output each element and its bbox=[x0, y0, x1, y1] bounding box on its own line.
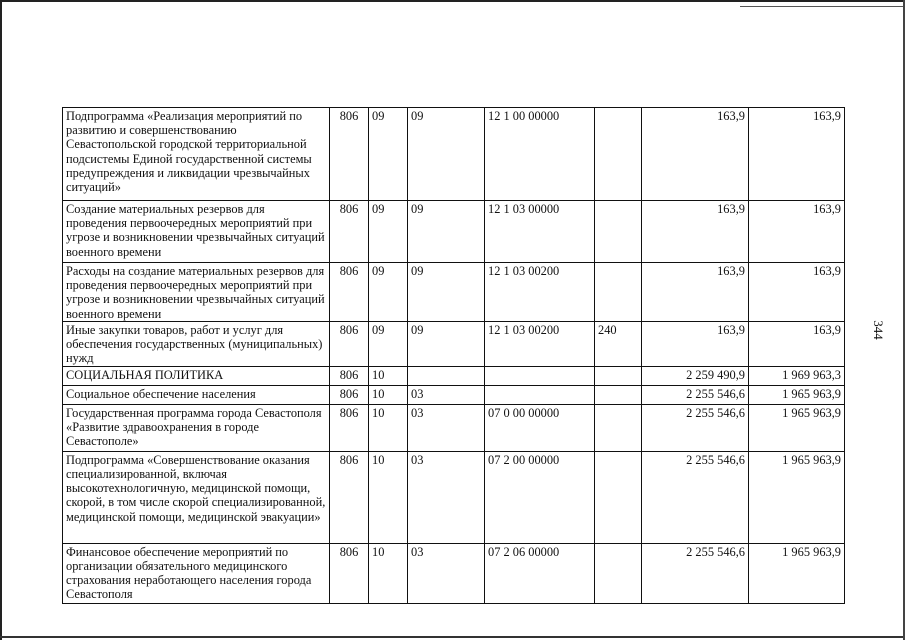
scan-edge-left bbox=[0, 0, 2, 640]
expense-type-cell bbox=[595, 543, 642, 603]
expense-type-cell bbox=[595, 451, 642, 543]
admin-code-cell: 806 bbox=[330, 404, 369, 451]
table-row bbox=[63, 321, 845, 366]
target-article-cell bbox=[485, 385, 595, 404]
amount-year2-cell: 163,9 bbox=[749, 108, 845, 201]
table-row bbox=[63, 543, 845, 603]
section-code-cell: 09 bbox=[369, 321, 408, 366]
expense-type-cell bbox=[595, 404, 642, 451]
admin-code-cell: 806 bbox=[330, 451, 369, 543]
row-name-cell: Государственная программа города Севастополя «Развитие здравоохранения в городе Севастополе» bbox=[63, 404, 330, 451]
target-article-cell: 12 1 00 00000 bbox=[485, 108, 595, 201]
section-code-cell: 10 bbox=[369, 404, 408, 451]
amount-year2-cell: 1 969 963,3 bbox=[749, 366, 845, 385]
amount-year1-cell: 163,9 bbox=[642, 108, 749, 201]
amount-year1-cell: 163,9 bbox=[642, 321, 749, 366]
subsection-code-cell: 09 bbox=[408, 201, 485, 263]
subsection-code-cell: 09 bbox=[408, 321, 485, 366]
subsection-code-cell: 03 bbox=[408, 451, 485, 543]
amount-year1-cell: 2 255 546,6 bbox=[642, 543, 749, 603]
table-row bbox=[63, 263, 845, 322]
amount-year1-cell: 2 255 546,6 bbox=[642, 404, 749, 451]
admin-code-cell: 806 bbox=[330, 201, 369, 263]
subsection-code-cell: 03 bbox=[408, 385, 485, 404]
amount-year1-cell: 163,9 bbox=[642, 201, 749, 263]
subsection-code-cell: 09 bbox=[408, 263, 485, 322]
target-article-cell: 07 0 00 00000 bbox=[485, 404, 595, 451]
section-code-cell: 10 bbox=[369, 366, 408, 385]
scan-edge-top-right bbox=[740, 6, 905, 7]
section-code-cell: 09 bbox=[369, 201, 408, 263]
row-name-cell: Расходы на создание материальных резервов для проведения первоочередных мероприятий при угрозе и возникновении чрезвычайных ситуаций военного времени bbox=[63, 263, 330, 322]
budget-table bbox=[62, 107, 845, 604]
amount-year2-cell: 1 965 963,9 bbox=[749, 451, 845, 543]
amount-year2-cell: 1 965 963,9 bbox=[749, 385, 845, 404]
row-name-cell: Подпрограмма «Совершенствование оказания специализированной, включая высокотехнологичную, медицинской помощи, скорой, в том числе скорой специализированной, медицинской помощи, медицинской эвакуации» bbox=[63, 451, 330, 543]
amount-year2-cell: 163,9 bbox=[749, 201, 845, 263]
amount-year1-cell: 2 259 490,9 bbox=[642, 366, 749, 385]
section-code-cell: 09 bbox=[369, 263, 408, 322]
table-row bbox=[63, 108, 845, 201]
table-row bbox=[63, 201, 845, 263]
expense-type-cell bbox=[595, 366, 642, 385]
expense-type-cell bbox=[595, 108, 642, 201]
subsection-code-cell: 03 bbox=[408, 404, 485, 451]
row-name-cell: Иные закупки товаров, работ и услуг для обеспечения государственных (муниципальных) нужд bbox=[63, 321, 330, 366]
table-row bbox=[63, 366, 845, 385]
row-name-cell: Подпрограмма «Реализация мероприятий по развитию и совершенствованию Севастопольской городской территориальной подсистемы Единой государственной системы предупреждения и ликвидации чрезвычайных ситуаций» bbox=[63, 108, 330, 201]
amount-year1-cell: 163,9 bbox=[642, 263, 749, 322]
table-row bbox=[63, 451, 845, 543]
subsection-code-cell: 09 bbox=[408, 108, 485, 201]
table-row bbox=[63, 385, 845, 404]
page-number: 344 bbox=[870, 320, 886, 340]
section-code-cell: 10 bbox=[369, 385, 408, 404]
amount-year1-cell: 2 255 546,6 bbox=[642, 451, 749, 543]
amount-year1-cell: 2 255 546,6 bbox=[642, 385, 749, 404]
amount-year2-cell: 1 965 963,9 bbox=[749, 404, 845, 451]
row-name-cell: Социальное обеспечение населения bbox=[63, 385, 330, 404]
table-row bbox=[63, 404, 845, 451]
target-article-cell: 12 1 03 00200 bbox=[485, 263, 595, 322]
scan-edge-bottom bbox=[0, 636, 905, 638]
section-code-cell: 10 bbox=[369, 543, 408, 603]
budget-table-body bbox=[63, 108, 845, 604]
row-name-cell: СОЦИАЛЬНАЯ ПОЛИТИКА bbox=[63, 366, 330, 385]
expense-type-cell: 240 bbox=[595, 321, 642, 366]
amount-year2-cell: 1 965 963,9 bbox=[749, 543, 845, 603]
target-article-cell: 07 2 00 00000 bbox=[485, 451, 595, 543]
section-code-cell: 10 bbox=[369, 451, 408, 543]
amount-year2-cell: 163,9 bbox=[749, 321, 845, 366]
expense-type-cell bbox=[595, 385, 642, 404]
target-article-cell: 07 2 06 00000 bbox=[485, 543, 595, 603]
target-article-cell bbox=[485, 366, 595, 385]
admin-code-cell: 806 bbox=[330, 543, 369, 603]
amount-year2-cell: 163,9 bbox=[749, 263, 845, 322]
admin-code-cell: 806 bbox=[330, 321, 369, 366]
expense-type-cell bbox=[595, 263, 642, 322]
row-name-cell: Создание материальных резервов для проведения первоочередных мероприятий при угрозе и возникновении чрезвычайных ситуаций военного времени bbox=[63, 201, 330, 263]
admin-code-cell: 806 bbox=[330, 108, 369, 201]
subsection-code-cell bbox=[408, 366, 485, 385]
admin-code-cell: 806 bbox=[330, 385, 369, 404]
row-name-cell: Финансовое обеспечение мероприятий по организации обязательного медицинского страхования неработающего населения города Севастополя bbox=[63, 543, 330, 603]
expense-type-cell bbox=[595, 201, 642, 263]
admin-code-cell: 806 bbox=[330, 366, 369, 385]
target-article-cell: 12 1 03 00200 bbox=[485, 321, 595, 366]
target-article-cell: 12 1 03 00000 bbox=[485, 201, 595, 263]
scan-edge-top bbox=[0, 0, 905, 2]
subsection-code-cell: 03 bbox=[408, 543, 485, 603]
admin-code-cell: 806 bbox=[330, 263, 369, 322]
section-code-cell: 09 bbox=[369, 108, 408, 201]
